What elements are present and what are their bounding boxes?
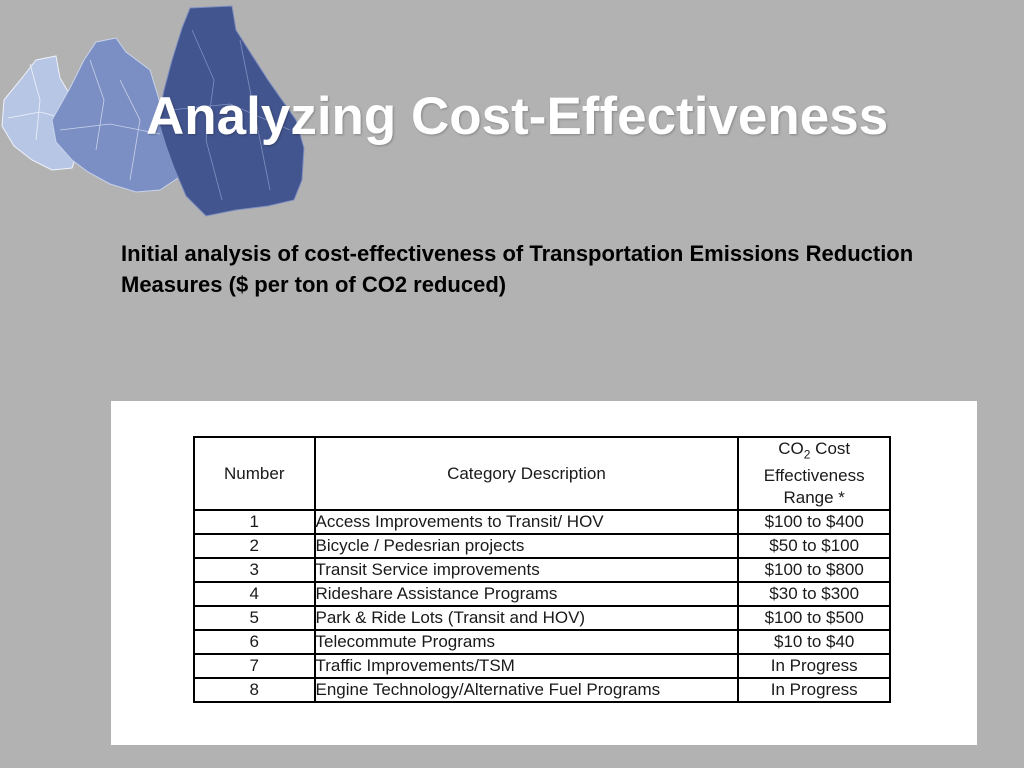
row-description: Transit Service improvements: [315, 558, 739, 582]
row-number: 2: [194, 534, 315, 558]
row-description: Bicycle / Pedesrian projects: [315, 534, 739, 558]
table-row: [194, 606, 890, 630]
row-number: 6: [194, 630, 315, 654]
table-row: [194, 678, 890, 702]
table-row: [194, 534, 890, 558]
row-range: $10 to $40: [738, 630, 890, 654]
table-row: [194, 630, 890, 654]
row-number: 3: [194, 558, 315, 582]
row-range: $50 to $100: [738, 534, 890, 558]
header-range-cost: Cost: [810, 439, 851, 458]
row-range: $30 to $300: [738, 582, 890, 606]
table-row: [194, 582, 890, 606]
row-description: Telecommute Programs: [315, 630, 739, 654]
row-description: Rideshare Assistance Programs: [315, 582, 739, 606]
header-range: [738, 437, 890, 510]
table-row: [194, 510, 890, 534]
table-header-row: [194, 437, 890, 510]
row-number: 4: [194, 582, 315, 606]
header-range-effectiveness: Effectiveness: [763, 466, 865, 486]
row-number: 1: [194, 510, 315, 534]
row-description: Access Improvements to Transit/ HOV: [315, 510, 739, 534]
row-description: Park & Ride Lots (Transit and HOV): [315, 606, 739, 630]
row-range: In Progress: [738, 678, 890, 702]
row-range: $100 to $500: [738, 606, 890, 630]
header-range-sub: 2: [803, 447, 811, 462]
row-description: Traffic Improvements/TSM: [315, 654, 739, 678]
row-number: 8: [194, 678, 315, 702]
cost-effectiveness-table: [193, 436, 891, 703]
table-row: [194, 654, 890, 678]
row-number: 7: [194, 654, 315, 678]
row-range: $100 to $800: [738, 558, 890, 582]
row-range: In Progress: [738, 654, 890, 678]
row-description: Engine Technology/Alternative Fuel Programs: [315, 678, 739, 702]
row-number: 5: [194, 606, 315, 630]
header-range-co: CO: [778, 439, 804, 458]
header-description: Category Description: [315, 437, 739, 510]
table-panel: [111, 401, 977, 745]
header-number: Number: [194, 437, 315, 510]
table-row: [194, 558, 890, 582]
header-range-range: Range *: [783, 488, 845, 508]
slide-title: Analyzing Cost-Effectiveness: [146, 87, 889, 146]
slide-subtitle: Initial analysis of cost-effectiveness of Transportation Emissions Reduction Measures ($ per ton of CO2 reduced): [121, 241, 914, 297]
row-range: $100 to $400: [738, 510, 890, 534]
